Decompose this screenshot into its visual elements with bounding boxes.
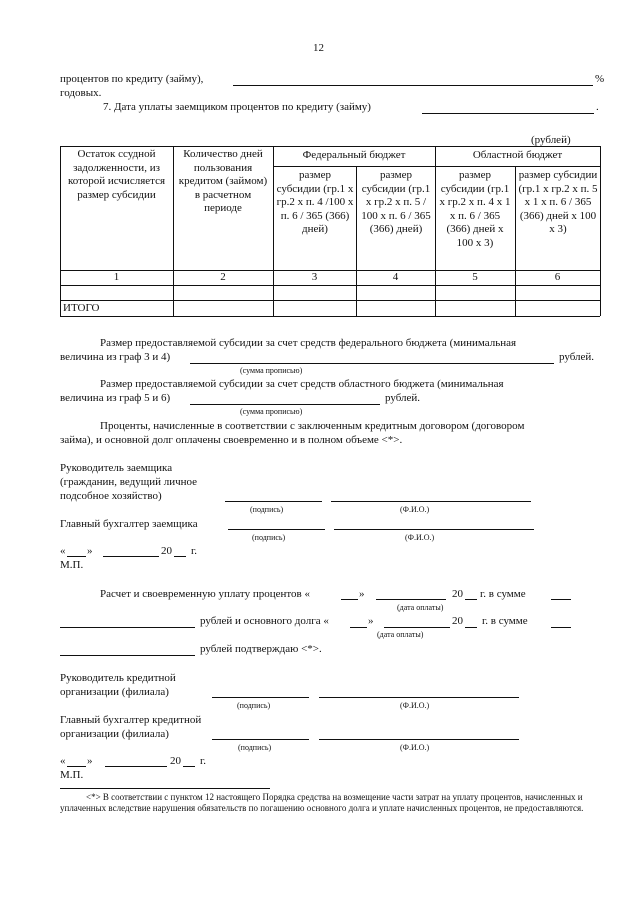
confirm-quote1: » xyxy=(359,588,365,600)
header-federal-budget: Федеральный бюджет xyxy=(302,149,406,161)
item7-period: . xyxy=(596,101,599,113)
percent-sign: % xyxy=(595,73,605,85)
interest-rate-field xyxy=(233,85,593,86)
confirm-month1-field xyxy=(376,599,446,600)
bank-head-signature-caption: (подпись) xyxy=(237,701,271,710)
federal-sum-field xyxy=(190,363,554,364)
confirm-line3-end: рублей подтверждаю <*>. xyxy=(200,643,322,655)
bank-head-signature-field xyxy=(212,697,309,698)
confirm-year2: 20 xyxy=(452,615,463,627)
bank-date-month-field xyxy=(105,766,167,767)
col-number-6: 6 xyxy=(554,271,561,283)
confirm-year2-field xyxy=(465,627,477,628)
federal-subsidy-line1: Размер предоставляемой субсидии за счет средств федерального бюджета (минимальная xyxy=(100,337,517,349)
borrower-head-line1: Руководитель заемщика xyxy=(60,462,173,474)
header-col6: размер субсидии (гр.1 х гр.2 х п. 5 х 1 х п. 6 / 365 (366) дней х 100 х 3) xyxy=(518,169,598,235)
confirm-debt-sum-field xyxy=(60,655,195,656)
col-number-1: 1 xyxy=(113,271,120,283)
col-number-4: 4 xyxy=(392,271,399,283)
header-days-count: Количество дней пользования кредитом (займом) в расчетном периоде xyxy=(178,148,268,214)
borrower-accountant-label: Главный бухгалтер заемщика xyxy=(60,518,198,530)
regional-sum-field xyxy=(190,404,380,405)
item7-label: 7. Дата уплаты заемщиком процентов по кредиту (займу) xyxy=(103,101,371,113)
annual-label: годовых. xyxy=(60,87,102,99)
interest-paid-line1: Проценты, начисленные в соответствии с заключенным кредитным договором (договором xyxy=(100,420,525,432)
bank-accountant-line1: Главный бухгалтер кредитной xyxy=(60,714,202,726)
regional-subsidy-line2: величина из граф 5 и 6) xyxy=(60,392,171,404)
borrower-head-fio-caption: (Ф.И.О.) xyxy=(400,505,430,514)
confirm-interest-sum-field xyxy=(60,627,195,628)
bank-date-day-field xyxy=(67,766,86,767)
footnote: <*> В соответствии с пунктом 12 настоящего Порядка средства на возмещение части затрат на уплату процентов, начисленных и уплаченных вследствие нарушения обязательств по погашению основного долга и уплате начисленных процентов, не предоставляются. xyxy=(60,792,584,813)
col-number-5: 5 xyxy=(472,271,478,283)
bank-date-quote-close: » xyxy=(87,755,93,767)
regional-rub: рублей. xyxy=(385,392,421,404)
confirm-month2-field xyxy=(384,627,450,628)
total-label: ИТОГО xyxy=(63,302,100,314)
interest-rate-label: процентов по кредиту (займу), xyxy=(60,73,204,85)
confirm-day1-field xyxy=(341,599,358,600)
regional-subsidy-line1: Размер предоставляемой субсидии за счет средств областного бюджета (минимальная xyxy=(100,378,504,390)
borrower-head-line3: подсобное хозяйство) xyxy=(60,490,162,502)
borrower-accountant-signature-caption: (подпись) xyxy=(252,533,286,542)
header-regional-budget: Областной бюджет xyxy=(472,149,563,161)
subsidy-table xyxy=(60,146,600,316)
borrower-head-signature-field xyxy=(225,501,322,502)
confirm-pay-date-caption1: (дата оплаты) xyxy=(397,603,444,612)
borrower-date-year-field xyxy=(174,556,186,557)
header-remaining-debt: Остаток ссудной задолженности, из которой исчисляется размер субсидии xyxy=(67,148,166,201)
bank-accountant-signature-field xyxy=(212,739,309,740)
payment-date-field xyxy=(422,113,594,114)
federal-subsidy-line2: величина из граф 3 и 4) xyxy=(60,351,171,363)
confirm-sum1-field xyxy=(551,599,571,600)
confirm-line1: Расчет и своевременную уплату процентов « xyxy=(100,588,310,600)
interest-paid-line2: займа), и основной долг оплачены своевременно и в полном объеме <*>. xyxy=(60,434,403,446)
bank-accountant-signature-caption: (подпись) xyxy=(238,743,272,752)
borrower-accountant-fio-field xyxy=(334,529,534,530)
bank-stamp: М.П. xyxy=(60,769,84,781)
borrower-head-fio-field xyxy=(331,501,531,502)
confirm-sum2-field xyxy=(551,627,571,628)
borrower-date-quote-open: « xyxy=(60,545,66,557)
confirm-line2-end: г. в сумме xyxy=(482,615,528,627)
bank-date-year-field xyxy=(183,766,195,767)
bank-date-end: г. xyxy=(200,755,207,767)
page-number: 12 xyxy=(313,42,324,54)
borrower-date-year: 20 xyxy=(161,545,172,557)
header-col4: размер субсидии (гр.1 х гр.2 х п. 5 / 100 х п. 6 / 365 (366) дней) xyxy=(361,169,431,235)
confirm-line2-mid: рублей и основного долга « xyxy=(200,615,329,627)
bank-head-line1: Руководитель кредитной xyxy=(60,672,176,684)
borrower-head-line2: (гражданин, ведущий личное xyxy=(60,476,198,488)
header-col3: размер субсидии (гр.1 х гр.2 х п. 4 /100 х п. 6 / 365 (366) дней) xyxy=(276,169,354,235)
col-number-3: 3 xyxy=(311,271,318,283)
federal-rub: рублей. xyxy=(559,351,595,363)
borrower-accountant-signature-field xyxy=(228,529,325,530)
currency-note: (рублей) xyxy=(531,134,571,146)
header-col5: размер субсидии (гр.1 х гр.2 х п. 4 х 1 х п. 6 / 365 (366) дней х 100 х 3) xyxy=(439,169,511,249)
bank-accountant-fio-field xyxy=(319,739,519,740)
federal-sum-caption: (сумма прописью) xyxy=(240,366,303,375)
footnote-separator xyxy=(60,788,270,789)
borrower-date-month-field xyxy=(103,556,159,557)
bank-accountant-fio-caption: (Ф.И.О.) xyxy=(400,743,430,752)
bank-accountant-line2: организации (филиала) xyxy=(60,728,169,740)
confirm-pay-date-caption2: (дата оплаты) xyxy=(377,630,424,639)
confirm-day2-field xyxy=(350,627,367,628)
borrower-stamp: М.П. xyxy=(60,559,84,571)
confirm-quote2: » xyxy=(368,615,374,627)
regional-sum-caption: (сумма прописью) xyxy=(240,407,303,416)
bank-head-line2: организации (филиала) xyxy=(60,686,169,698)
bank-date-year: 20 xyxy=(170,755,181,767)
bank-head-fio-caption: (Ф.И.О.) xyxy=(400,701,430,710)
confirm-year1-field xyxy=(465,599,477,600)
bank-head-fio-field xyxy=(319,697,519,698)
confirm-line1-end: г. в сумме xyxy=(480,588,526,600)
borrower-head-signature-caption: (подпись) xyxy=(250,505,284,514)
confirm-year1: 20 xyxy=(452,588,463,600)
bank-date-quote-open: « xyxy=(60,755,66,767)
borrower-accountant-fio-caption: (Ф.И.О.) xyxy=(405,533,435,542)
borrower-date-quote-close: » xyxy=(87,545,93,557)
borrower-date-day-field xyxy=(67,556,86,557)
col-number-2: 2 xyxy=(220,271,226,283)
borrower-date-end: г. xyxy=(191,545,198,557)
